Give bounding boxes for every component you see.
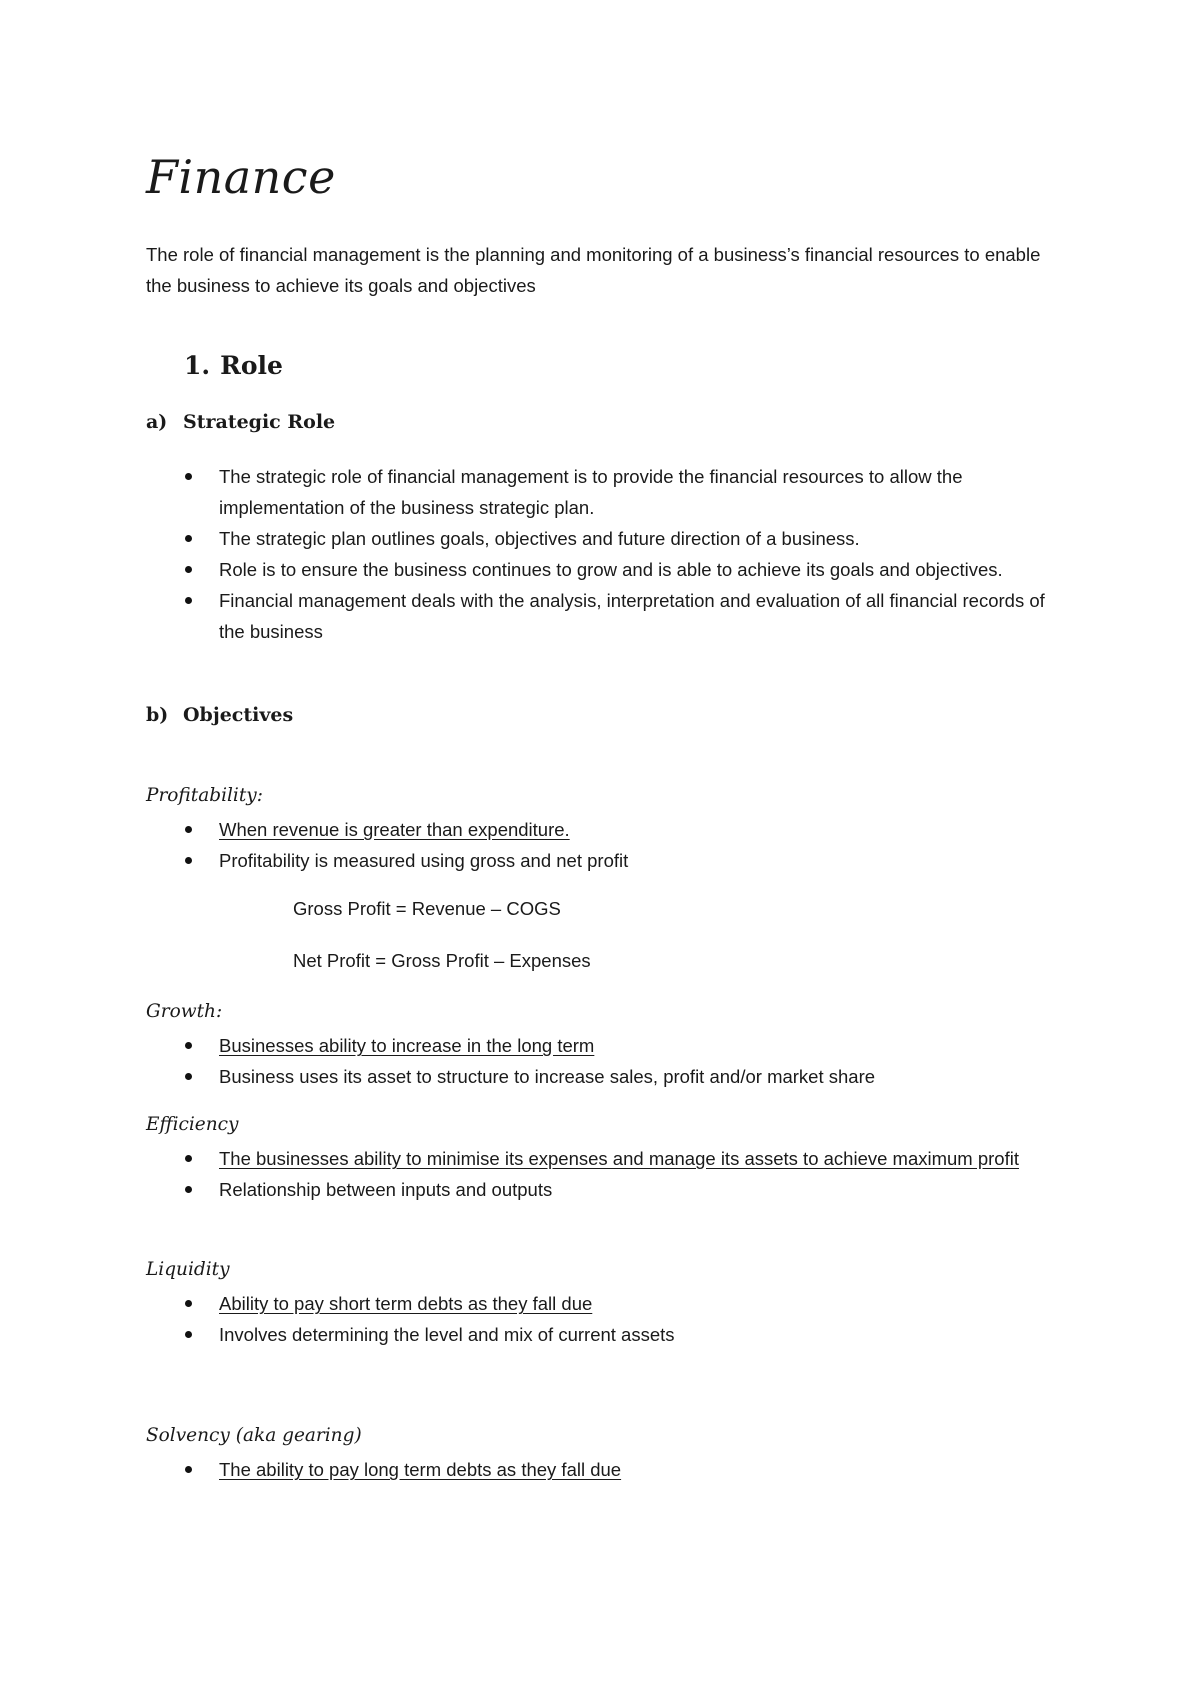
list-item-text: The strategic plan outlines goals, objectives and future direction of a business.: [219, 528, 860, 549]
bullet-icon: [185, 1186, 192, 1193]
definition-text: Businesses ability to increase in the long term: [219, 1035, 595, 1056]
list-item: [0, 1174, 1059, 1205]
section-heading-role: [184, 351, 283, 380]
subheading-strategic-role: [146, 411, 335, 433]
list-item: [0, 1143, 1059, 1174]
objective-label-profitability: Profitability:: [146, 785, 263, 806]
bullet-icon: [185, 597, 192, 604]
subheading-text: Objectives: [183, 704, 294, 726]
objective-label-solvency: Solvency (aka gearing): [146, 1425, 362, 1446]
bullet-icon: [185, 535, 192, 542]
list-item-text: Financial management deals with the analysis, interpretation and evaluation of all financial records of the business: [219, 590, 1045, 642]
list-item-text: The strategic role of financial management is to provide the financial resources to allow the implementation of the business strategic plan.: [219, 466, 963, 518]
subheading-letter: a): [146, 411, 168, 433]
growth-list: [0, 1030, 1200, 1092]
list-item: [0, 523, 1059, 554]
definition-text: The businesses ability to minimise its expenses and manage its assets to achieve maximum profit: [219, 1148, 1019, 1169]
list-item: [0, 585, 1059, 647]
list-item-text: Relationship between inputs and outputs: [219, 1179, 553, 1200]
section-title: Role: [220, 351, 283, 380]
definition-text: The ability to pay long term debts as they fall due: [219, 1459, 622, 1480]
list-item-text: Role is to ensure the business continues to grow and is able to achieve its goals and objectives.: [219, 559, 1003, 580]
objective-label-liquidity: Liquidity: [146, 1259, 230, 1280]
subheading-letter: b): [146, 704, 169, 726]
intro-paragraph: The role of financial management is the planning and monitoring of a business’s financial resources to enable the business to achieve its goals and objectives: [146, 244, 1041, 296]
bullet-icon: [185, 566, 192, 573]
list-item: [0, 1061, 1059, 1092]
list-item-text: Involves determining the level and mix of current assets: [219, 1324, 675, 1345]
subheading-text: Strategic Role: [183, 411, 336, 433]
bullet-icon: [185, 1466, 192, 1473]
bullet-icon: [185, 1331, 192, 1338]
list-item-text: Business uses its asset to structure to increase sales, profit and/or market share: [219, 1066, 876, 1087]
profitability-list: [0, 814, 1200, 876]
page-title: Finance: [146, 150, 336, 204]
bullet-icon: [185, 1042, 192, 1049]
bullet-icon: [185, 826, 192, 833]
formula-gross-profit: Gross Profit = Revenue – COGS: [293, 898, 561, 919]
strategic-role-list: [0, 461, 1200, 647]
subheading-objectives: [146, 704, 293, 726]
formula-net-profit: Net Profit = Gross Profit – Expenses: [293, 950, 591, 971]
liquidity-list: [0, 1288, 1200, 1350]
solvency-list: [0, 1454, 1200, 1485]
bullet-icon: [185, 473, 192, 480]
objective-label-growth: Growth:: [146, 1001, 223, 1022]
list-item: [0, 1454, 1059, 1485]
objective-label-efficiency: Efficiency: [146, 1114, 239, 1135]
list-item: [0, 814, 1059, 845]
list-item: [0, 1319, 1059, 1350]
bullet-icon: [185, 1300, 192, 1307]
list-item: [0, 554, 1059, 585]
bullet-icon: [185, 1073, 192, 1080]
list-item-text: Profitability is measured using gross and net profit: [219, 850, 629, 871]
list-item: [0, 1030, 1059, 1061]
definition-text: When revenue is greater than expenditure.: [219, 819, 570, 840]
list-item: [0, 461, 1059, 523]
section-number: 1.: [184, 351, 211, 380]
efficiency-list: [0, 1143, 1200, 1205]
bullet-icon: [185, 1155, 192, 1162]
list-item: [0, 1288, 1059, 1319]
list-item: [0, 845, 1059, 876]
bullet-icon: [185, 857, 192, 864]
definition-text: Ability to pay short term debts as they fall due: [219, 1293, 593, 1314]
